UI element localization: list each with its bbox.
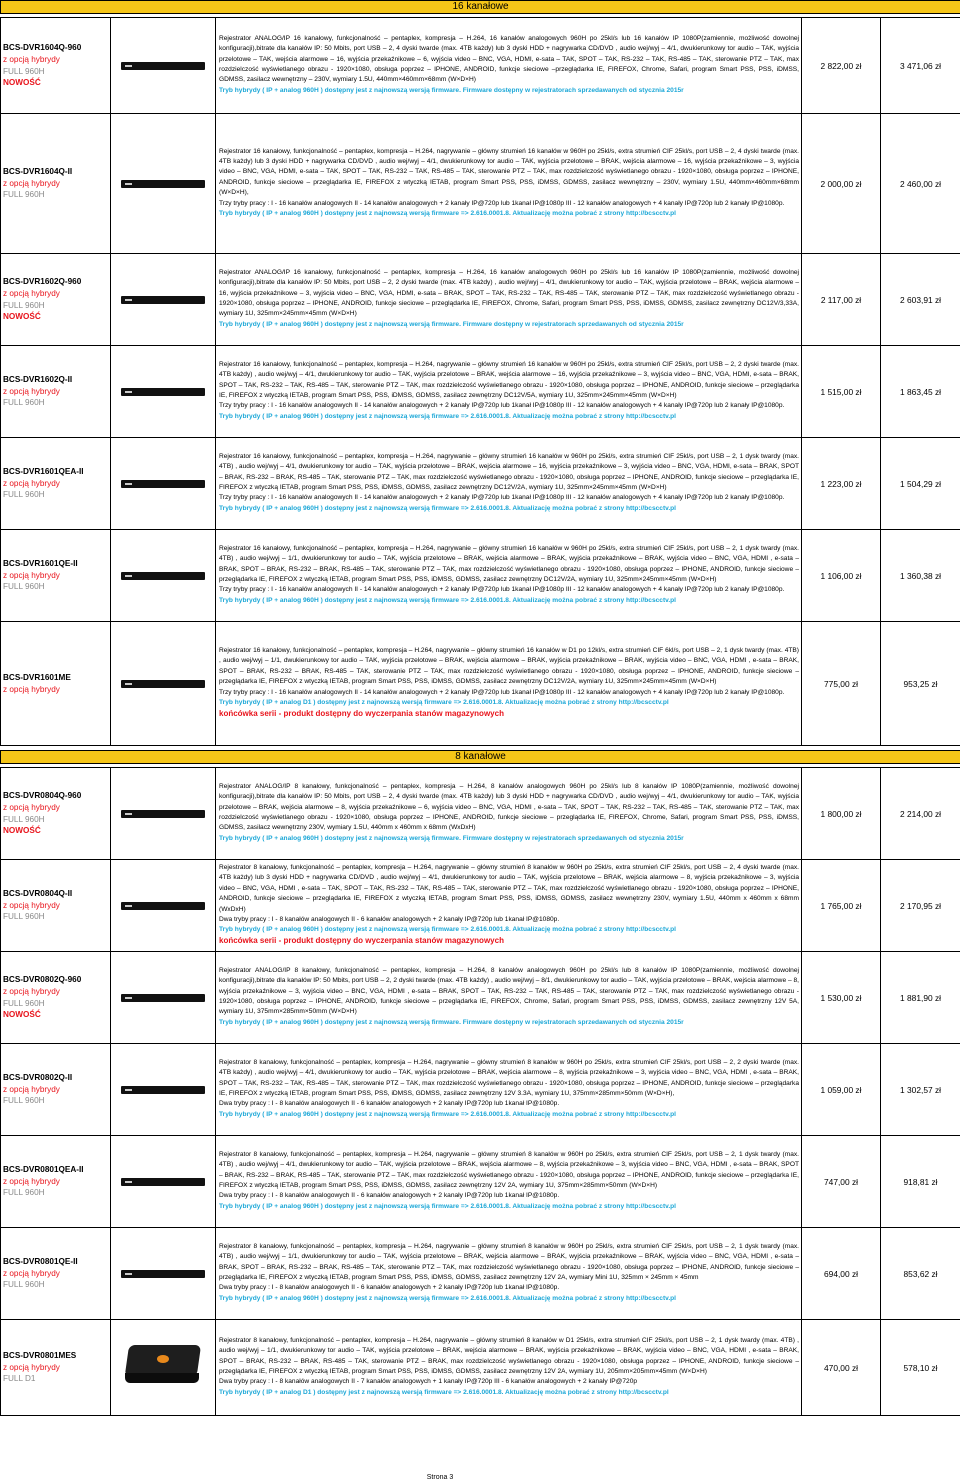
hybrid-firmware-note: Tryb hybrydy ( IP + analog D1 ) dostępny jest z najnowszą wersją firmware => 2.616.0001.8. Aktualizację można pobrać z strony http://bcscctv.pl [219, 699, 669, 707]
hybrid-firmware-note: Tryb hybrydy ( IP + analog D1 ) dostępny jest z najnowszą wersją firmware => 2.616.0001.8. Aktualizację można pobrać z strony http://bcscctv.pl [219, 1388, 669, 1396]
gross-price: 918,81 zł [881, 1136, 960, 1228]
new-badge: NOWOŚĆ [3, 78, 41, 88]
product-image-cell [111, 622, 216, 746]
resolution-tag: FULL 960H [3, 490, 45, 500]
model-name: BCS-DVR0801MES [3, 1351, 77, 1361]
hybrid-option-label: z opcją hybrydy [3, 570, 60, 580]
spec-text: Rejestrator ANALOG/IP 16 kanałowy, funkcjonalność – pentaplex, kompresja – H.264, 16 kanałów analogowych 960H po 25kl/s lub 16 kanałów IP 1080P(zamiennie, możliwość dowolnej konfiguracji),bitrate dla kanałów IP: 50 Mbits, port USB – 2, 4 dyski twarde (max. 4TB każdy) lub 3 dyski HDD + nagrywarka CD/DVD , audio wej/wyj – 4/1, dwukierunkowy tor audio – TAK, wyjścia przelotowe – TAK, wejścia alarmowe – 16, wyjścia przekaźnikowe – 6, wyjścia video – BNC, VGA, HDMI, e-sata – TAK, SPOT – TAK, RS-232 – TAK, RS-485 – TAK, sterowanie PTZ – TAK, max rozdzielczość wyświetlanego obrazu - 1920×1080, obsługa poprzez – IPHONE, ANDROID, funkcje sieciowe –przeglądarka IE, FIREFOX, Chrome, Safari, program Smart PSS, PSS, iDMSS, GDMSS, zasilacz wewnętrzny – 230V, wymiary 1.5U, 440mm×460mm×68mm (W×D×H) [219, 34, 799, 84]
model-name: BCS-DVR1601QE-II [3, 559, 78, 569]
model-name: BCS-DVR1604Q-II [3, 167, 73, 177]
dvr-compact-icon [123, 1343, 203, 1387]
hybrid-firmware-note: Tryb hybrydy ( IP + analog 960H ) dostępny jest z najnowszą wersją firmware => 2.616.0001.8. Aktualizację można pobrać z strony http://bcscctv.pl [219, 926, 677, 934]
product-description-cell [216, 1044, 802, 1136]
resolution-tag: FULL 960H [3, 190, 45, 200]
hybrid-option-label: z opcją hybrydy [3, 288, 60, 298]
product-image-cell [111, 768, 216, 860]
dvr-rack-icon [121, 572, 205, 580]
operating-modes: Trzy tryby pracy : I - 16 kanałów analogowych II - 14 kanałów analogowych + 2 kanały IP@720p lub 1kanał IP@1080p III - 12 kanałów analogowych + 4 kanały IP@720p lub 2 kanały IP@1080p. [219, 494, 785, 502]
resolution-tag: FULL 960H [3, 582, 45, 592]
operating-modes: Trzy tryby pracy : I - 16 kanałów analogowych II - 14 kanałów analogowych + 2 kanały IP@720p lub 1kanał IP@1080p III - 12 kanałów analogowych + 4 kanały IP@720p lub 2 kanały IP@1080p. [219, 402, 785, 410]
gross-price: 1 302,57 zł [881, 1044, 960, 1136]
product-name-cell [1, 622, 111, 746]
net-price: 747,00 zł [802, 1136, 881, 1228]
model-name: BCS-DVR1604Q-960 [3, 43, 82, 53]
product-image-cell [111, 1136, 216, 1228]
product-description-cell [216, 18, 802, 114]
dvr-rack-icon [121, 1086, 205, 1094]
spec-text: Rejestrator ANALOG/IP 16 kanałowy, funkcjonalność – pentaplex, kompresja – H.264, 16 kanałów analogowych 960H po 25kl/s lub 16 kanałów IP 1080P(zamiennie, możliwość dowolnej konfiguracji),bitrate dla kanałów IP: 50 Mbits, port USB – 2, 2 dyski twarde (max. 4TB każdy) , audio wej/wyj – 4/1, dwukierunkowy tor audio – TAK, wyjścia przelotowe – BRAK, wejścia alarmowe – 16, wyjścia przekaźnikowe – 3, wyjścia video – BNC, VGA, HDMI, e-sata – BRAK, SPOT – TAK, RS-232 – TAK, RS-485 – TAK, sterowanie PTZ – TAK, max rozdzielczość wyświetlanego obrazu - 1920×1080, obsługa poprzez – IPHONE, ANDROID, funkcje sieciowe – przeglądarka IE, FIREFOX, Chrome, Safari, program Smart PSS, PSS, iDMSS, GDMSS, zasilacz zewnętrzny DC12V/3,33A, wymiary 1U, 325mm×245mm×45mm (W×D×H) [219, 268, 799, 318]
gross-price: 2 603,91 zł [881, 254, 960, 346]
model-name: BCS-DVR1601QEA-II [3, 467, 84, 477]
spec-text: Rejestrator 16 kanałowy, funkcjonalność – pentaplex, kompresja – H.264, nagrywanie – główny strumień 16 kanałów w 960H po 25kl/s, extra strumień CIF 25kl/s, port USB – 2, 1 dysk twardy (max. 4TB) , audio wej/wyj – 1/1, dwukierunkowy tor audio – TAK, wyjścia przelotowe – BRAK, wejścia alarmowe – BRAK, wyjścia przekaźnikowe – BRAK, wyjścia video – BNC, VGA, HDMI , e-sata – BRAK, SPOT – BRAK, RS-232 – BRAK, RS-485 – TAK, sterowanie PTZ – TAK, max rozdzielczość wyświetlanego obrazu - 1920×1080, obsługa poprzez – IPHONE, ANDROID, funkcje sieciowe – przeglądarka IE, FIREFOX z wtyczką IETAB, program Smart PSS, PSS, iDMSS, GDMSS, zasilacz zewnętrzny DC12V/2A, wymiary 1U, 325mm×245mm×45mm (W×D×H) [219, 544, 799, 583]
product-description-cell [216, 530, 802, 622]
product-image-cell [111, 1320, 216, 1416]
gross-price: 2 214,00 zł [881, 768, 960, 860]
model-name: BCS-DVR0802Q-960 [3, 975, 82, 985]
resolution-tag: FULL 960H [3, 1188, 45, 1198]
hybrid-option-label: z opcją hybrydy [3, 684, 60, 694]
product-description-cell [216, 622, 802, 746]
net-price: 1 765,00 zł [802, 860, 881, 952]
gross-price: 1 504,29 zł [881, 438, 960, 530]
dvr-rack-icon [121, 296, 205, 304]
resolution-tag: FULL 960H [3, 300, 45, 310]
dvr-rack-icon [121, 480, 205, 488]
operating-modes: Dwa tryby pracy : I - 8 kanałów analogowych II - 7 kanałów analogowych + 1 kanały IP@720p III - 6 kanałów analogowych + 2 kanały IP@720p [219, 1378, 638, 1386]
product-image-cell [111, 346, 216, 438]
product-description-cell [216, 1136, 802, 1228]
product-row [1, 114, 960, 254]
model-name: BCS-DVR0802Q-II [3, 1073, 73, 1083]
hybrid-firmware-note: Tryb hybrydy ( IP + analog 960H ) dostępny jest z najnowszą wersją firmware => 2.616.0001.8. Aktualizację można pobrać z strony http://bcscctv.pl [219, 412, 677, 420]
product-description-cell [216, 346, 802, 438]
section-header-row [1, 751, 960, 764]
model-name: BCS-DVR1601ME [3, 672, 71, 682]
product-name-cell [1, 438, 111, 530]
net-price: 1 530,00 zł [802, 952, 881, 1044]
hybrid-option-label: z opcją hybrydy [3, 386, 60, 396]
new-badge: NOWOŚĆ [3, 312, 41, 322]
net-price: 1 223,00 zł [802, 438, 881, 530]
new-badge: NOWOŚĆ [3, 1010, 41, 1020]
product-description-cell [216, 768, 802, 860]
product-image-cell [111, 530, 216, 622]
hybrid-option-label: z opcją hybrydy [3, 1176, 60, 1186]
product-name-cell [1, 768, 111, 860]
product-name-cell [1, 114, 111, 254]
product-name-cell [1, 18, 111, 114]
hybrid-option-label: z opcją hybrydy [3, 900, 60, 910]
dvr-rack-icon [121, 994, 205, 1002]
product-row [1, 18, 960, 114]
product-row [1, 952, 960, 1044]
hybrid-firmware-note: Tryb hybrydy ( IP + analog 960H ) dostępny jest z najnowszą wersją firmware => 2.616.0001.8. Aktualizację można pobrać z strony http://bcscctv.pl [219, 596, 677, 604]
gross-price: 853,62 zł [881, 1228, 960, 1320]
product-description-cell [216, 114, 802, 254]
model-name: BCS-DVR1602Q-960 [3, 277, 82, 287]
hybrid-option-label: z opcją hybrydy [3, 802, 60, 812]
operating-modes: Trzy tryby pracy : I - 16 kanałów analogowych II - 14 kanałów analogowych + 2 kanały IP@720p lub 1kanał IP@1080p III - 12 kanałów analogowych + 4 kanały IP@720p lub 2 kanały IP@1080p. [219, 586, 785, 594]
resolution-tag: FULL 960H [3, 814, 45, 824]
dvr-rack-icon [121, 180, 205, 188]
resolution-tag: FULL 960H [3, 398, 45, 408]
resolution-tag: FULL D1 [3, 1374, 36, 1384]
gross-price: 2 460,00 zł [881, 114, 960, 254]
product-image-cell [111, 438, 216, 530]
operating-modes: Trzy tryby pracy : I - 16 kanałów analogowych II - 14 kanałów analogowych + 2 kanały IP@720p lub 1kanał IP@1080p III - 12 kanałów analogowych + 4 kanały IP@720p lub 2 kanały IP@1080p. [219, 688, 785, 696]
product-image-cell [111, 952, 216, 1044]
gross-price: 1 881,90 zł [881, 952, 960, 1044]
product-row [1, 1228, 960, 1320]
hybrid-firmware-note: Tryb hybrydy ( IP + analog 960H ) dostępny jest z najnowszą wersją firmware => 2.616.0001.8. Aktualizację można pobrać z strony http://bcscctv.pl [219, 504, 677, 512]
product-name-cell [1, 1136, 111, 1228]
product-image-cell [111, 254, 216, 346]
resolution-tag: FULL 960H [3, 1280, 45, 1290]
product-description-cell [216, 1320, 802, 1416]
product-row [1, 1044, 960, 1136]
operating-modes: Dwa tryby pracy : I - 8 kanałów analogowych II - 6 kanałów analogowych + 2 kanały IP@720p lub 1kanał IP@1080p. [219, 915, 560, 923]
spec-text: Rejestrator 8 kanałowy, funkcjonalność – pentaplex, kompresja – H.264, nagrywanie – główny strumień 8 kanałów w 960H po 25kl/s, extra strumień CIF 25kl/s, port USB – 2, 2 dyski twarde (max. 4TB każdy) , audio wej/wyj – 4/1, dwukierunkowy tor audio – TAK, wyjścia przelotowe – BRAK, wejścia alarmowe – 8, wyjścia przekaźnikowe – 3, wyjścia video – BNC, VGA, HDMI , e-sata – BRAK, SPOT – TAK, RS-232 – TAK, RS-485 – TAK, sterowanie PTZ – TAK, max rozdzielczość wyświetlanego obrazu - 1920×1080, obsługa poprzez – IPHONE, ANDROID, funkcje sieciowe – przeglądarka IE, FIREFOX z wtyczką IETAB, program Smart PSS, PSS, iDMSS, GDMSS, zasilacz zewnętrzny 12V 3.3A, wymiary 1U, 375mm×285mm×50mm (W×D×H), [219, 1058, 799, 1097]
product-image-cell [111, 114, 216, 254]
product-name-cell [1, 254, 111, 346]
end-of-series-note: końcówka serii - produkt dostępny do wyczerpania stanów magazynowych [219, 708, 504, 718]
device-logo [157, 1355, 169, 1363]
product-description-cell [216, 860, 802, 952]
spec-text: Rejestrator 16 kanałowy, funkcjonalność – pentaplex, kompresja – H.264, nagrywanie – główny strumień 16 kanałów w 960H po 25kl/s, extra strumień CIF 25kl/s, port USB – 2, 4 dyski twarde (max. 4TB każdy) lub 3 dyski HDD + nagrywarka CD/DVD , audio wej/wyj – 4/1, dwukierunkowy tor audio – TAK, wyjścia przelotowe – BRAK, wejścia alarmowe – 16, wyjścia przekaźnikowe – 3, wyjścia video – BNC, VGA, HDMI, e-sata – TAK, SPOT – TAK, RS-232 – TAK, RS-485 – TAK, sterowanie PTZ – TAK, max rozdzielczość wyświetlanego obrazu - 1920×1080, obsługa poprzez – IPHONE, ANDROID, funkcje sieciowe – przeglądarka IE, FIREFOX z wtyczką IETAB, program Smart PSS, PSS, iDMSS, GDMSS, zasilacz wewnętrzny – 230V, wymiary 1.5U, 440mm×460mm×68mm (W×D×H), [219, 147, 799, 197]
net-price: 1 515,00 zł [802, 346, 881, 438]
dvr-rack-icon [121, 902, 205, 910]
hybrid-firmware-note: Tryb hybrydy ( IP + analog 960H ) dostępny jest z najnowszą wersją firmware. Firmware dostępny w rejestratorach sprzedawanych od stycznia 2015r [219, 834, 684, 842]
section-title: 16 kanałowe [1, 1, 960, 14]
operating-modes: Dwa tryby pracy : I - 8 kanałów analogowych II - 6 kanałów analogowych + 2 kanały IP@720p lub 1kanał IP@1080p. [219, 1100, 560, 1108]
product-name-cell [1, 530, 111, 622]
product-row [1, 438, 960, 530]
hybrid-option-label: z opcją hybrydy [3, 1084, 60, 1094]
hybrid-option-label: z opcją hybrydy [3, 1268, 60, 1278]
product-description-cell [216, 1228, 802, 1320]
product-row [1, 1136, 960, 1228]
gross-price: 2 170,95 zł [881, 860, 960, 952]
hybrid-firmware-note: Tryb hybrydy ( IP + analog 960H ) dostępny jest z najnowszą wersją firmware. Firmware dostępny w rejestratorach sprzedawanych od stycznia 2015r [219, 320, 684, 328]
model-name: BCS-DVR0804Q-II [3, 889, 73, 899]
dvr-rack-icon [121, 1270, 205, 1278]
hybrid-firmware-note: Tryb hybrydy ( IP + analog 960H ) dostępny jest z najnowszą wersją firmware. Firmware dostępny w rejestratorach sprzedawanych od stycznia 2015r [219, 86, 684, 94]
hybrid-option-label: z opcją hybrydy [3, 1362, 60, 1372]
model-name: BCS-DVR0804Q-960 [3, 791, 82, 801]
model-name: BCS-DVR0801QE-II [3, 1257, 78, 1267]
gross-price: 3 471,06 zł [881, 18, 960, 114]
product-name-cell [1, 1044, 111, 1136]
net-price: 470,00 zł [802, 1320, 881, 1416]
spec-text: Rejestrator 16 kanałowy, funkcjonalność – pentaplex, kompresja – H.264, nagrywanie – główny strumień 16 kanałów w D1 po 12kl/s, extra strumień CIF 6kl/s, port USB – 2, 1 dysk twardy (max. 4TB) , audio wej/wyj – 1/1, dwukierunkowy tor audio – TAK, wyjścia przelotowe – BRAK, wejścia alarmowe – BRAK, wyjścia przekaźnikowe – BRAK, wyjścia video – BNC, VGA, HDMI , e-sata – BRAK, SPOT – BRAK, RS-232 – BRAK, RS-485 – TAK, sterowanie PTZ – TAK, max rozdzielczość wyświetlanego obrazu - 1920×1080, obsługa poprzez – IPHONE, ANDROID, funkcje sieciowe – przeglądarka IE, FIREFOX z wtyczką IETAB, program Smart PSS, PSS, iDMSS, GDMSS, zasilacz zewnętrzny DC12V/2A, wymiary 1U, 325mm×245mm×45mm (W×D×H) [219, 647, 799, 686]
spec-text: Rejestrator 8 kanałowy, funkcjonalność – pentaplex, kompresja – H.264, nagrywanie – główny strumień 8 kanałów w 960H po 25kl/s, extra strumień CIF 25kl/s, port USB – 2, 4 dyski twarde (max. 4TB każdy) lub 3 dyski HDD + nagrywarka CD/DVD , audio wej/wyj – 4/1, dwukierunkowy tor audio – TAK, wyjścia przelotowe – BRAK, wejścia alarmowe – 8, wyjścia przekaźnikowe – 3, wyjścia video – BNC, VGA, HDMI , e-sata – TAK, SPOT – TAK, RS-232 – TAK, RS-485 – TAK, sterowanie PTZ – TAK, max rozdzielczość wyświetlanego obrazu - 1920×1080, obsługa poprzez – IPHONE, ANDROID, funkcje sieciowe – przeglądarka IE, FIREFOX z wtyczką IETAB, program Smart PSS, PSS, iDMSS, GDMSS, zasilacz wewnętrzny 230V, wymiary 1.5U, 440mm x 460mm x 68mm (WxDxH) [219, 863, 799, 913]
spec-text: Rejestrator ANALOG/IP 8 kanałowy, funkcjonalność – pentaplex, kompresja – H.264, 8 kanałów analogowych 960H po 25kl/s lub 8 kanałów IP 1080P(zamiennie, możliwość dowolnej konfiguracji),bitrate dla kanałów IP: 50 Mbits, port USB – 2, 4 dyski twarde (max. 4TB każdy) lub 3 dyski HDD + nagrywarka CD/DVD , audio wej/wyj – 4/1, dwukierunkowy tor audio – TAK, wyjścia przelotowe – BRAK, wejścia alarmowe – 8, wyjścia przekaźnikowe – 6, wyjścia video – BNC, VGA, HDMI , e-sata – TAK, SPOT – TAK, RS-232 – TAK, RS-485 – TAK, sterowanie PTZ – TAK, max rozdzielczość wyświetlanego obrazu - 1920×1080, obsługa poprzez – IPHONE, ANDROID, funkcje sieciowe – przeglądarka IE, FIREFOX, Chrome, Safari, program Smart PSS, PSS, iDMSS, GDMSS, zasilacz wewnętrzny 230V, wymiary 1.5U, 440mm x 460mm x 68mm (WxDxH) [219, 782, 799, 832]
product-description-cell [216, 952, 802, 1044]
end-of-series-note: końcówka serii - produkt dostępny do wyczerpania stanów magazynowych [219, 935, 504, 945]
page-number: Strona 3 [426, 1474, 454, 1481]
hybrid-option-label: z opcją hybrydy [3, 986, 60, 996]
spec-text: Rejestrator 8 kanałowy, funkcjonalność – pentaplex, kompresja – H.264, nagrywanie – główny strumień 8 kanałów w 960H po 25kl/s, extra strumień CIF 25kl/s, port USB – 2, 1 dysk twardy (max. 4TB) , audio wej/wyj – 4/1, dwukierunkowy tor audio – TAK, wyjścia przelotowe – BRAK, wejścia alarmowe – 8, wyjścia przekaźnikowe – 3, wyjścia video – BNC, VGA, HDMI , e-sata – BRAK, SPOT – BRAK, RS-232 – BRAK, RS-485 – TAK, sterowanie PTZ – TAK, max rozdzielczość wyświetlanego obrazu - 1920×1080, obsługa poprzez – IPHONE, ANDROID, funkcje sieciowe – przeglądarka IE, FIREFOX z wtyczką IETAB, program Smart PSS, PSS, iDMSS, GDMSS, zasilacz zewnętrzny 12V 2A, wymiary 1U, 375mm×285mm×50mm (W×D×H) [219, 1150, 799, 1189]
net-price: 775,00 zł [802, 622, 881, 746]
resolution-tag: FULL 960H [3, 66, 45, 76]
product-name-cell [1, 860, 111, 952]
product-name-cell [1, 346, 111, 438]
product-description-cell [216, 438, 802, 530]
product-row [1, 1320, 960, 1416]
spec-text: Rejestrator ANALOG/IP 8 kanałowy, funkcjonalność – pentaplex, kompresja – H.264, 8 kanałów analogowych 960H po 25kl/s lub 8 kanałów IP 1080P(zamiennie, możliwość dowolnej konfiguracji),bitrate dla kanałów IP: 50 Mbits, port USB – 2, 2 dyski twarde (max. 4TB każdy) , audio wej/wyj – 8/1, dwukierunkowy tor audio – TAK, wyjścia przelotowe – BRAK, wejścia alarmowe – 8, wyjścia przekaźnikowe – 3, wyjścia video – BNC, VGA, HDMI , e-sata – BRAK, SPOT – TAK, RS-232 – TAK, RS-485 – TAK, sterowanie PTZ – TAK, max rozdzielczość wyświetlanego obrazu - 1920×1080, obsługa poprzez – IPHONE, ANDROID, funkcje sieciowe – przeglądarka IE, FIREFOX, Chrome, Safari, program Smart PSS, PSS, iDMSS, GDMSS, zasilacz zewnętrzny 12V 5A, wymiary 1U, 375mm×285mm×50mm (W×D×H) [219, 966, 799, 1016]
model-name: BCS-DVR1602Q-II [3, 375, 73, 385]
product-row [1, 768, 960, 860]
dvr-rack-icon [121, 1178, 205, 1186]
new-badge: NOWOŚĆ [3, 826, 41, 836]
resolution-tag: FULL 960H [3, 1096, 45, 1106]
hybrid-option-label: z opcją hybrydy [3, 178, 60, 188]
price-table-body [1, 1, 960, 1416]
operating-modes: Dwa tryby pracy : I - 8 kanałów analogowych II - 6 kanałów analogowych + 2 kanały IP@720p lub 1kanał IP@1080p. [219, 1284, 560, 1292]
hybrid-firmware-note: Tryb hybrydy ( IP + analog 960H ) dostępny jest z najnowszą wersją firmware => 2.616.0001.8. Aktualizację można pobrać z strony http://bcscctv.pl [219, 1202, 677, 1210]
net-price: 694,00 zł [802, 1228, 881, 1320]
spec-text: Rejestrator 16 kanałowy, funkcjonalność – pentaplex, kompresja – H.264, nagrywanie – główny strumień 16 kanałów w 960H po 25kl/s, extra strumień CIF 25kl/s, port USB – 2, 2 dyski twarde (max. 4TB każdy) , audio wej/wyj – 4/1, dwukierunkowy tor audio – TAK, wyjścia przelotowe – BRAK, wejścia alarmowe – 16, wyjścia przekaźnikowe – 3, wyjścia video – BNC, VGA, HDMI, e-sata – BRAK, SPOT – TAK, RS-232 – TAK, RS-485 – TAK, sterowanie PTZ – TAK, max rozdzielczość wyświetlanego obrazu - 1920×1080, obsługa poprzez – IPHONE, ANDROID, funkcje sieciowe – przeglądarka IE, FIREFOX z wtyczką IETAB, program Smart PSS, PSS, iDMSS, GDMSS, zasilacz zewnętrzny DC12V/5A, wymiary 1U, 325mm×245mm×45mm (W×D×H) [219, 360, 799, 399]
section-header-row [1, 1, 960, 14]
net-price: 1 059,00 zł [802, 1044, 881, 1136]
device-front [125, 1373, 199, 1383]
hybrid-firmware-note: Tryb hybrydy ( IP + analog 960H ) dostępny jest z najnowszą wersją firmware => 2.616.0001.8. Aktualizację można pobrać z strony http://bcscctv.pl [219, 1294, 677, 1302]
net-price: 2 117,00 zł [802, 254, 881, 346]
net-price: 2 000,00 zł [802, 114, 881, 254]
product-image-cell [111, 1228, 216, 1320]
section-title: 8 kanałowe [1, 751, 960, 764]
gross-price: 953,25 zł [881, 622, 960, 746]
product-name-cell [1, 1320, 111, 1416]
gross-price: 1 863,45 zł [881, 346, 960, 438]
net-price: 2 822,00 zł [802, 18, 881, 114]
hybrid-firmware-note: Tryb hybrydy ( IP + analog 960H ) dostępny jest z najnowszą wersją firmware. Firmware dostępny w rejestratorach sprzedawanych od stycznia 2015r [219, 1018, 684, 1026]
product-row [1, 530, 960, 622]
hybrid-option-label: z opcją hybrydy [3, 478, 60, 488]
dvr-rack-icon [121, 810, 205, 818]
product-row [1, 860, 960, 952]
product-row [1, 254, 960, 346]
hybrid-option-label: z opcją hybrydy [3, 54, 60, 64]
net-price: 1 106,00 zł [802, 530, 881, 622]
product-name-cell [1, 952, 111, 1044]
gross-price: 1 360,38 zł [881, 530, 960, 622]
spec-text: Rejestrator 16 kanałowy, funkcjonalność – pentaplex, kompresja – H.264, nagrywanie – główny strumień 16 kanałów w 960H po 25kl/s, extra strumień CIF 25kl/s, port USB – 2, 1 dysk twardy (max. 4TB) , audio wej/wyj – 4/1, dwukierunkowy tor audio – TAK, wyjścia przelotowe – BRAK, wejścia alarmowe – 16, wyjścia przekaźnikowe – 3, wyjścia video – BNC, VGA, HDMI, e-sata – BRAK, SPOT – BRAK, RS-232 – BRAK, RS-485 – TAK, sterowanie PTZ – TAK, max rozdzielczość wyświetlanego obrazu - 1920×1080, obsługa poprzez – IPHONE, ANDROID, funkcje sieciowe – przeglądarka IE, FIREFOX z wtyczką IETAB, program Smart PSS, PSS, iDMSS, GDMSS, zasilacz zewnętrzny DC12V/2A, wymiary 1U, 325mm×245mm×45mm (W×D×H) [219, 452, 799, 491]
gross-price: 578,10 zł [881, 1320, 960, 1416]
resolution-tag: FULL 960H [3, 998, 45, 1008]
product-description-cell [216, 254, 802, 346]
model-name: BCS-DVR0801QEA-II [3, 1165, 84, 1175]
dvr-rack-icon [121, 388, 205, 396]
operating-modes: Dwa tryby pracy : I - 8 kanałów analogowych II - 6 kanałów analogowych + 2 kanały IP@720p lub 1kanał IP@1080p. [219, 1192, 560, 1200]
product-image-cell [111, 18, 216, 114]
dvr-rack-icon [121, 62, 205, 70]
product-name-cell [1, 1228, 111, 1320]
dvr-rack-icon [121, 680, 205, 688]
product-row [1, 622, 960, 746]
net-price: 1 800,00 zł [802, 768, 881, 860]
product-image-cell [111, 1044, 216, 1136]
product-row [1, 346, 960, 438]
spec-text: Rejestrator 8 kanałowy, funkcjonalność – pentaplex, kompresja – H.264, nagrywanie – główny strumień 8 kanałów w 960H po 25kl/s, extra strumień CIF 25kl/s, port USB – 2, 1 dysk twardy (max. 4TB) , audio wej/wyj – 1/1, dwukierunkowy tor audio – TAK, wyjścia przelotowe – BRAK, wejścia alarmowe – BRAK, wyjścia przekaźnikowe – BRAK, wyjścia video – BNC, VGA, HDMI , e-sata – BRAK, SPOT – BRAK, RS-232 – BRAK, RS-485 – TAK, sterowanie PTZ – TAK, max rozdzielczość wyświetlanego obrazu - 1920×1080, obsługa poprzez – IPHONE, ANDROID, funkcje sieciowe – przeglądarka IE, FIREFOX z wtyczką IETAB, program Smart PSS, PSS, iDMSS, GDMSS, zasilacz zewnętrzny 12V 2A, wymiary Mini 1U, 325mm × 245mm × 45mm [219, 1242, 799, 1281]
hybrid-firmware-note: Tryb hybrydy ( IP + analog 960H ) dostępny jest z najnowszą wersją firmware => 2.616.0001.8. Aktualizację można pobrać z strony http://bcscctv.pl [219, 210, 677, 218]
operating-modes: Trzy tryby pracy : I - 16 kanałów analogowych II - 14 kanałów analogowych + 2 kanały IP@720p lub 1kanał IP@1080p III - 12 kanałów analogowych + 4 kanały IP@720p lub 2 kanały IP@1080p. [219, 199, 785, 207]
hybrid-firmware-note: Tryb hybrydy ( IP + analog 960H ) dostępny jest z najnowszą wersją firmware => 2.616.0001.8. Aktualizację można pobrać z strony http://bcscctv.pl [219, 1110, 677, 1118]
resolution-tag: FULL 960H [3, 912, 45, 922]
spec-text: Rejestrator 8 kanałowy, funkcjonalność – pentaplex, kompresja – H.264, nagrywanie – główny strumień 8 kanałów w D1 25kl/s, extra strumień CIF 25kl/s, port USB – 2, 1 dysk twardy (max. 4TB) , audio wej/wyj – 1/1, dwukierunkowy tor audio – TAK, wyjścia przelotowe – BRAK, wejścia alarmowe – BRAK, wyjścia przekaźnikowe – BRAK, wyjścia video – BNC, VGA, HDMI , e-sata – BRAK, SPOT – BRAK, RS-232 – BRAK, RS-485 – TAK, sterowanie PTZ – BRAK, max rozdzielczość wyświetlanego obrazu - 1920×1080, obsługa poprzez – IPHONE, ANDROID, funkcje sieciowe – przeglądarka IE, FIREFOX z wtyczką IETAB, program Smart PSS, PSS, iDMSS, GDMSS, zasilacz zewnętrzny 12V 2A, wymiary 1U, 205mm×205mm×45mm (W×D×H) [219, 1336, 799, 1375]
product-image-cell [111, 860, 216, 952]
